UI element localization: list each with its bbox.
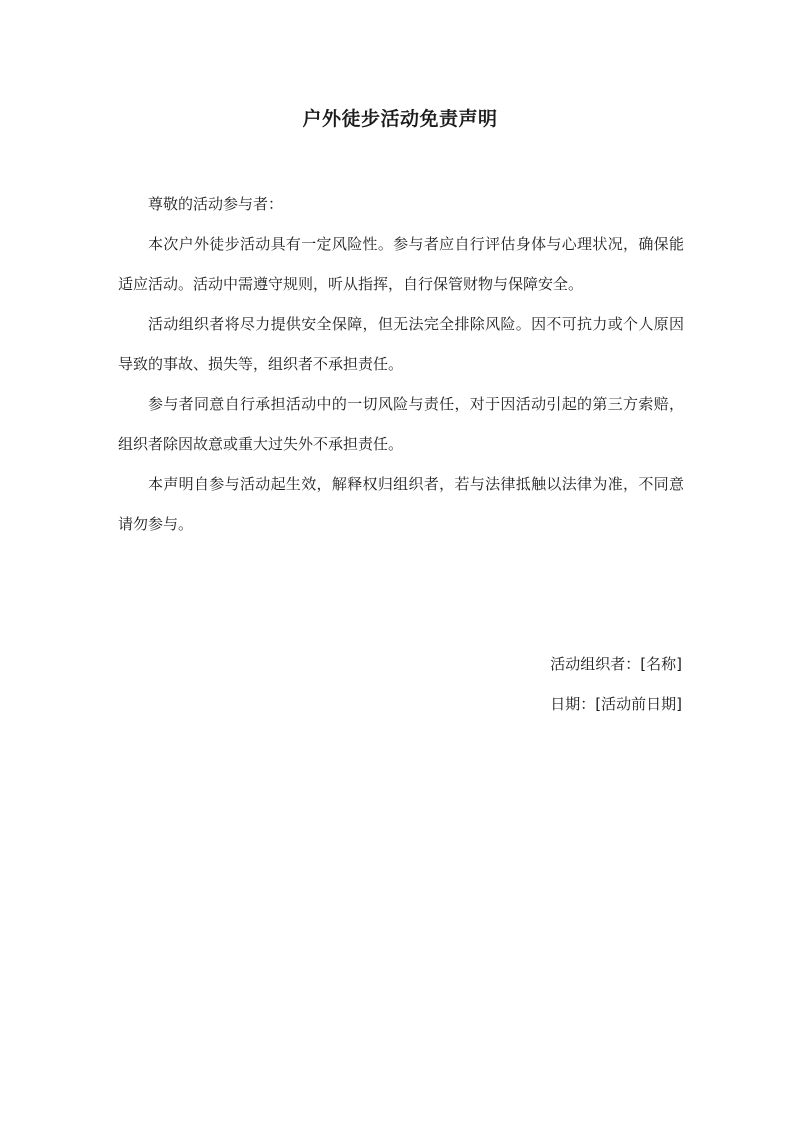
signature-block — [550, 644, 682, 724]
organizer-signature: 活动组织者：[名称] — [550, 655, 682, 673]
paragraph-participant-liability: 参与者同意自行承担活动中的一切风险与责任，对于因活动引起的第三方索赔，组织者除因故意或重大过失外不承担责任。 — [118, 395, 684, 453]
paragraph-risk-notice: 本次户外徒步活动具有一定风险性。参与者应自行评估身体与心理状况，确保能适应活动。活动中需遵守规则，听从指挥，自行保管财物与保障安全。 — [118, 235, 684, 293]
document-body — [118, 184, 684, 544]
salutation: 尊敬的活动参与者： — [148, 195, 284, 213]
document-title: 户外徒步活动免责声明 — [302, 108, 498, 130]
signature-date: 日期：[活动前日期] — [550, 695, 682, 713]
paragraph-effectiveness: 本声明自参与活动起生效，解释权归组织者，若与法律抵触以法律为准，不同意请勿参与。 — [118, 475, 684, 533]
paragraph-organizer-duty: 活动组织者将尽力提供安全保障，但无法完全排除风险。因不可抗力或个人原因导致的事故、损失等，组织者不承担责任。 — [118, 315, 684, 373]
